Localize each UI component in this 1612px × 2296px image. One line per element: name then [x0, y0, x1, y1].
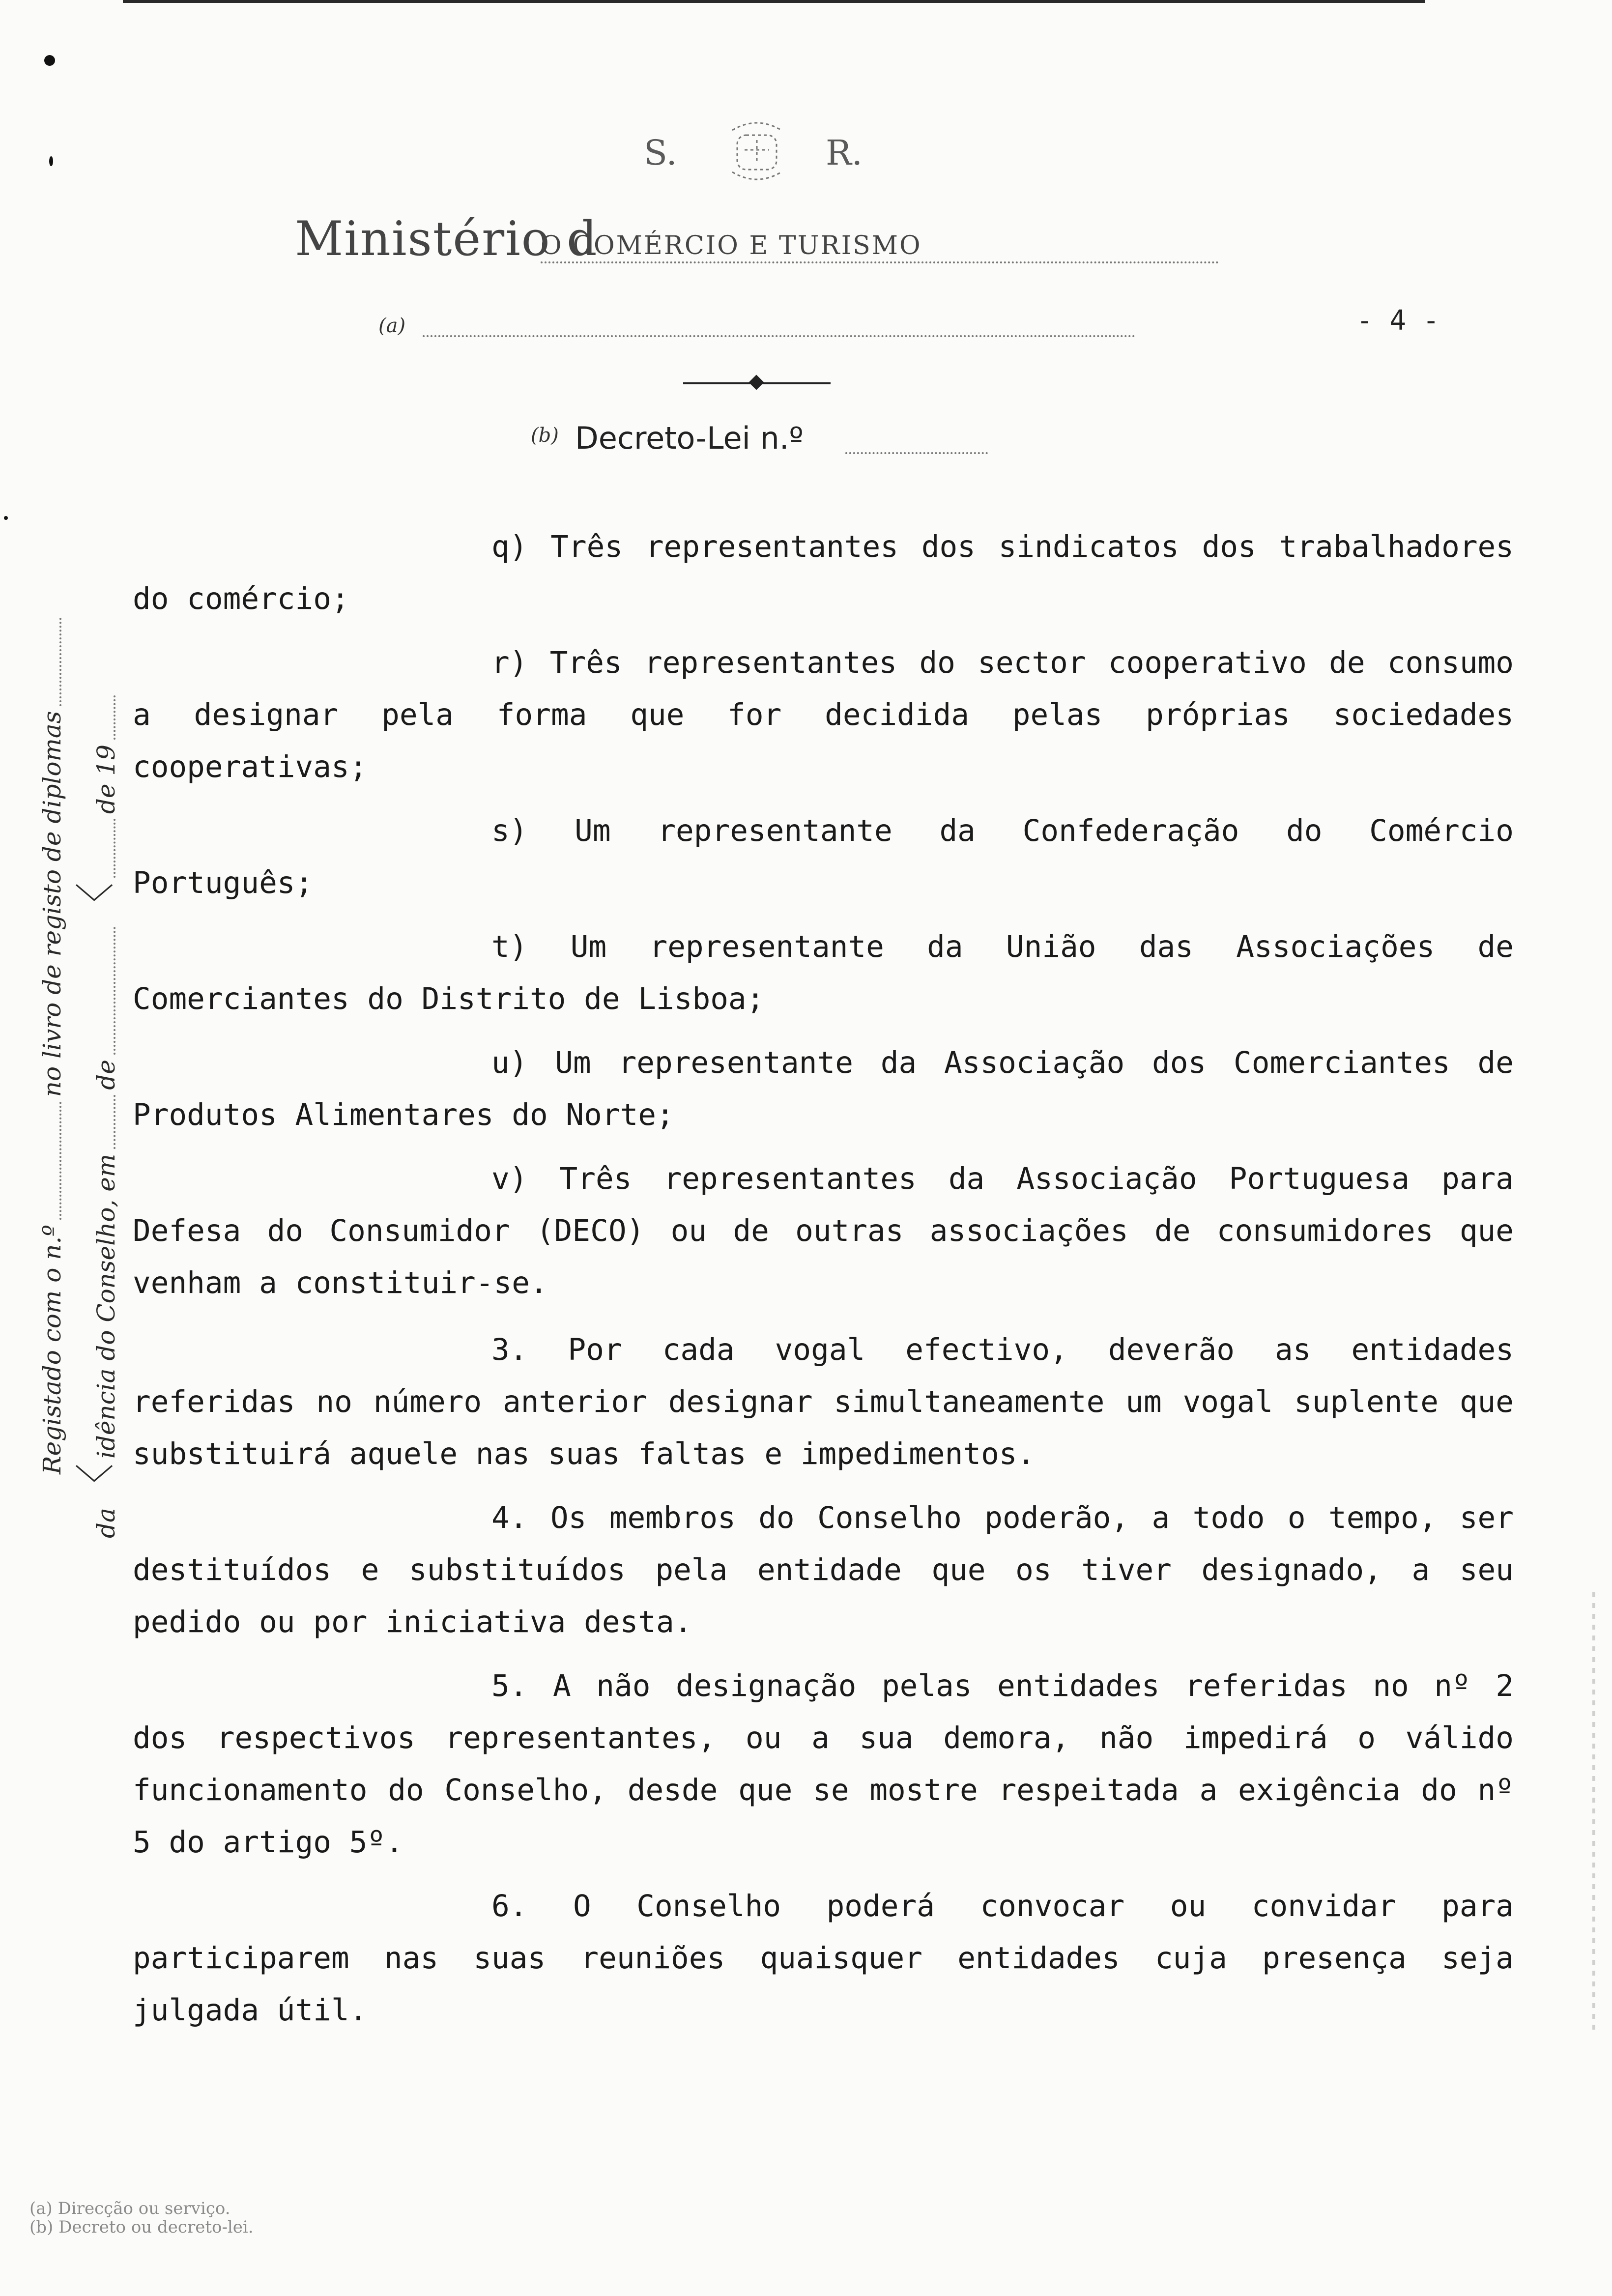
ministry-header	[295, 211, 1219, 270]
directorate-marker: (a)	[378, 315, 406, 337]
paragraph-item-s: s) Um representante da Confederação do Comércio Português;	[133, 813, 1514, 900]
decree-label: Decreto-Lei n.º	[575, 420, 804, 456]
paragraph-item-u: u) Um representante da Associação dos Comerciantes de Produtos Alimentares do Norte;	[133, 1045, 1514, 1132]
paragraph-item-r: r) Três representantes do sector cooperativo de consumo a designar pela forma que for decidida pelas próprias sociedades cooperativas;	[133, 645, 1514, 784]
council-extra-dots	[114, 819, 115, 878]
paragraph-item-v: v) Três representantes da Associação Portuguesa para Defesa do Consumidor (DECO) ou de outras associações de consumidores que venham a constituir-se.	[133, 1161, 1514, 1300]
scan-dot	[4, 516, 8, 520]
ministry-label: Ministério d	[295, 211, 598, 266]
directorate-field	[378, 315, 1135, 349]
bracket-mark: 〈	[73, 1464, 118, 1503]
council-month-dots	[114, 927, 115, 1055]
council-year-dots	[114, 695, 115, 740]
registration-line	[27, 541, 66, 1474]
paragraph-5: 5. A não designação pelas entidades referidas no nº 2 dos respectivos representantes, ou a sua demora, não impedirá o válido funcionamento do Conselho, desde que se mostre respeitada a exigência do nº 5 do artigo 5º.	[133, 1668, 1514, 1860]
divider-ornament	[683, 373, 831, 393]
paragraph-item-q: q) Três representantes dos sindicatos dos trabalhadores do comércio;	[133, 529, 1514, 616]
paragraph-4: 4. Os membros do Conselho poderão, a todo o tempo, ser destituídos e substituídos pela entidade que os tiver designado, a seu pedido ou por iniciativa desta.	[133, 1500, 1514, 1639]
directorate-dotted-line	[423, 335, 1135, 337]
footnote-a: (a) Direcção ou serviço.	[29, 2199, 230, 2218]
footnotes	[29, 2199, 423, 2237]
diamond-icon	[748, 374, 764, 390]
ministry-dotted-line	[541, 261, 1219, 263]
register-book-dots	[59, 618, 61, 706]
registration-number-dots	[59, 1102, 61, 1220]
decree-dotted-line	[845, 452, 988, 454]
council-prefix: da	[92, 1508, 120, 1538]
page-number: - 4 -	[1356, 305, 1439, 337]
paragraph-3: 3. Por cada vogal efectivo, deverão as entidades referidas no número anterior designar simultaneamente um vogal suplente que substituirá aquele nas suas faltas e impedimentos.	[133, 1332, 1514, 1471]
document-body	[133, 521, 1514, 2048]
top-border-rule	[123, 0, 1425, 3]
ministry-name: O COMÉRCIO E TURISMO	[541, 231, 922, 260]
coat-of-arms-seal	[639, 113, 894, 192]
bracket-mark: 〈	[73, 883, 118, 922]
council-label: idência do Conselho, em	[92, 1153, 120, 1459]
seal-right-letter: R.	[826, 133, 863, 173]
council-date-line	[73, 619, 120, 1538]
council-year-label: de 19	[92, 745, 120, 814]
paragraph-item-t: t) Um representante da União das Associações de Comerciantes do Distrito de Lisboa;	[133, 929, 1514, 1016]
registration-number-label: Registado com o n.º	[38, 1225, 66, 1474]
seal-left-letter: S.	[644, 133, 677, 173]
footnote-b: (b) Decreto ou decreto-lei.	[29, 2217, 254, 2237]
council-day-dots	[114, 1095, 115, 1149]
paragraph-6: 6. O Conselho poderá convocar ou convidar para participarem nas suas reuniões quaisquer entidades cuja presença seja julgada útil.	[133, 1889, 1514, 2028]
coat-of-arms-icon	[698, 113, 816, 192]
register-book-label: no livro de registo de diplomas	[38, 711, 66, 1097]
scan-edge-mark	[1592, 1592, 1595, 2035]
scan-dot	[44, 55, 55, 66]
decree-field	[531, 420, 988, 459]
council-month-label: de	[92, 1060, 120, 1090]
scan-dot	[49, 156, 53, 166]
decree-marker: (b)	[531, 424, 559, 447]
